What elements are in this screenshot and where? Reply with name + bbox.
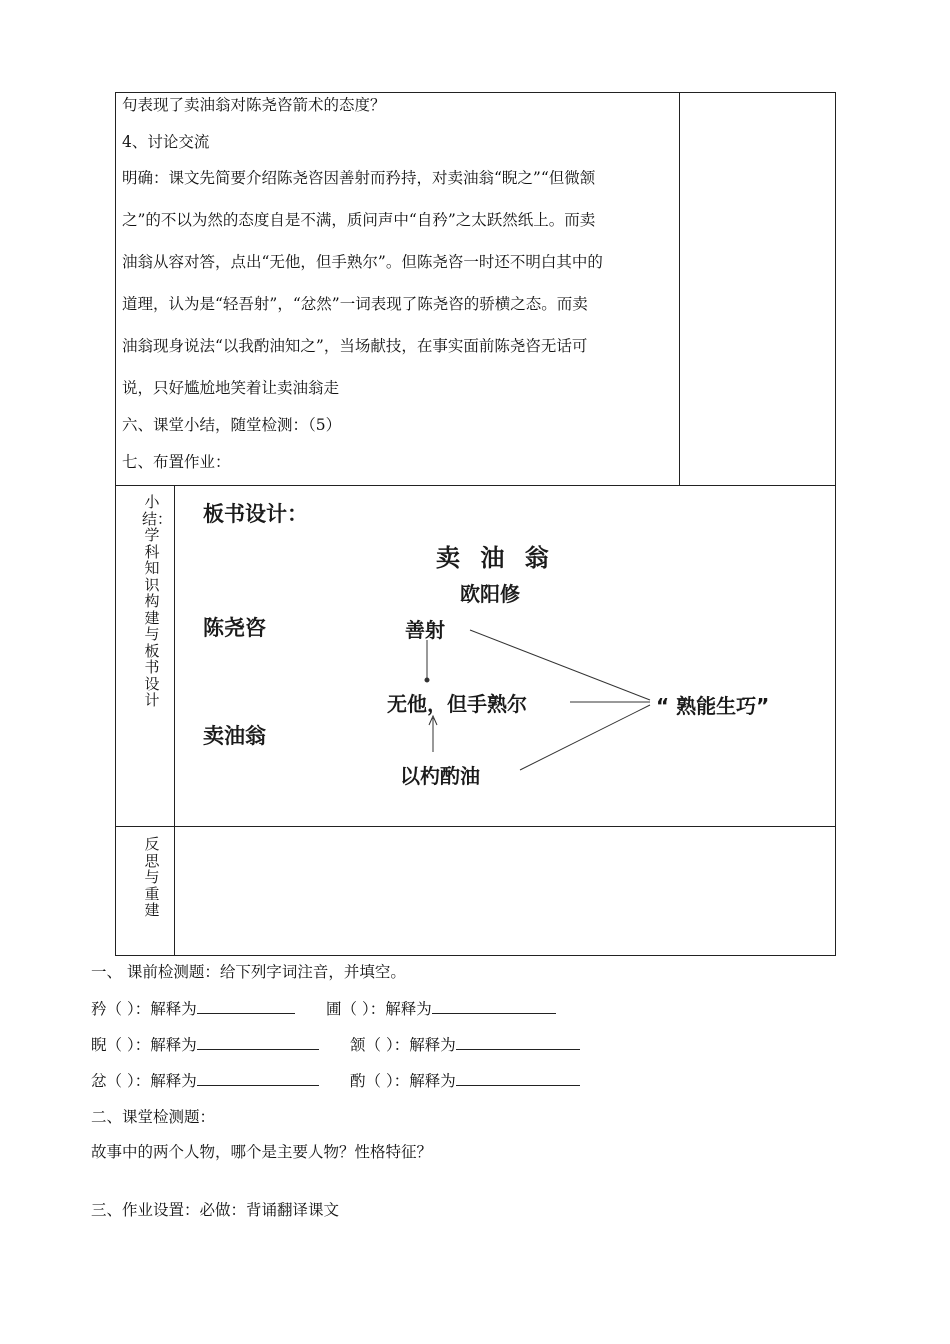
board-author: 欧阳修 bbox=[460, 582, 520, 606]
vocab-char: 矜 bbox=[91, 1000, 107, 1018]
vocab-prompt: （ ）：解释为 bbox=[106, 1036, 197, 1054]
vocab-row bbox=[91, 1070, 319, 1091]
text-line: 4、讨论交流 bbox=[122, 133, 210, 151]
board-node-practice: 无他，但手熟尔 bbox=[387, 692, 527, 716]
vocab-prompt: （ ）：解释为 bbox=[106, 1000, 197, 1018]
answer-blank[interactable] bbox=[456, 1070, 580, 1086]
answer-blank[interactable] bbox=[197, 998, 295, 1014]
vocab-prompt: （ ）：解释为 bbox=[365, 1036, 456, 1054]
text-line: 说，只好尴尬地笑着让卖油翁走 bbox=[122, 379, 340, 397]
text-line: 油翁从容对答，点出“无他，但手熟尔”。但陈尧咨一时还不明白其中的 bbox=[122, 253, 603, 271]
text-line: 道理，认为是“轻吾射”，“忿然”一词表现了陈尧咨的骄横之态。而卖 bbox=[122, 295, 588, 313]
connector-line bbox=[520, 705, 650, 770]
vocab-row bbox=[350, 1034, 580, 1055]
board-person-oilman: 卖油翁 bbox=[203, 724, 266, 748]
connector-dot bbox=[425, 678, 429, 682]
board-conclusion: “ 熟能生巧” bbox=[656, 694, 770, 718]
board-node-archery: 善射 bbox=[405, 618, 445, 642]
answer-blank[interactable] bbox=[432, 998, 556, 1014]
board-node-oil: 以杓酌油 bbox=[400, 764, 480, 788]
text-line: 明确：课文先简要介绍陈尧咨因善射而矜持，对卖油翁“睨之”“但微颔 bbox=[122, 169, 596, 187]
board-title: 卖 油 翁 bbox=[436, 544, 555, 572]
vocab-prompt: （ ）：解释为 bbox=[341, 1000, 432, 1018]
text-line: 六、课堂小结，随堂检测：（5） bbox=[122, 416, 342, 434]
vocab-char: 忿 bbox=[91, 1072, 107, 1090]
vocab-prompt: （ ）：解释为 bbox=[365, 1072, 456, 1090]
vocab-row bbox=[91, 1034, 319, 1055]
summary-label: 小结：学科知识构建与板书设计 bbox=[142, 493, 173, 709]
text-line: 之”的不以为然的态度自是不满，质问声中“自矜”之太跃然纸上。而卖 bbox=[122, 211, 596, 229]
vocab-row bbox=[326, 998, 556, 1019]
section-3-homework: 三、作业设置：必做：背诵翻译课文 bbox=[91, 1201, 340, 1219]
connector-line bbox=[470, 630, 650, 700]
vocab-char: 酌 bbox=[350, 1072, 366, 1090]
text-line: 油翁现身说法“以我酌油知之”，当场献技，在事实面前陈尧咨无话可 bbox=[122, 337, 588, 355]
section-2-question: 故事中的两个人物，哪个是主要人物？性格特征？ bbox=[91, 1143, 433, 1161]
section-2-title: 二、课堂检测题： bbox=[91, 1108, 216, 1126]
vocab-prompt: （ ）：解释为 bbox=[106, 1072, 197, 1090]
vocab-char: 颔 bbox=[350, 1036, 366, 1054]
reflection-label: 反思与重建 bbox=[144, 835, 160, 919]
answer-blank[interactable] bbox=[197, 1070, 319, 1086]
vocab-row bbox=[350, 1070, 580, 1091]
text-line: 七、布置作业： bbox=[122, 453, 231, 471]
text-line: 句表现了卖油翁对陈尧咨箭术的态度？ bbox=[122, 96, 386, 114]
answer-blank[interactable] bbox=[197, 1034, 319, 1050]
board-heading: 板书设计： bbox=[203, 502, 308, 526]
vocab-row bbox=[91, 998, 295, 1019]
answer-blank[interactable] bbox=[456, 1034, 580, 1050]
vocab-char: 圃 bbox=[326, 1000, 342, 1018]
vocab-char: 睨 bbox=[91, 1036, 107, 1054]
board-person-chen: 陈尧咨 bbox=[203, 616, 266, 640]
section-1-title: 一、 课前检测题：给下列字词注音，并填空。 bbox=[91, 963, 406, 981]
